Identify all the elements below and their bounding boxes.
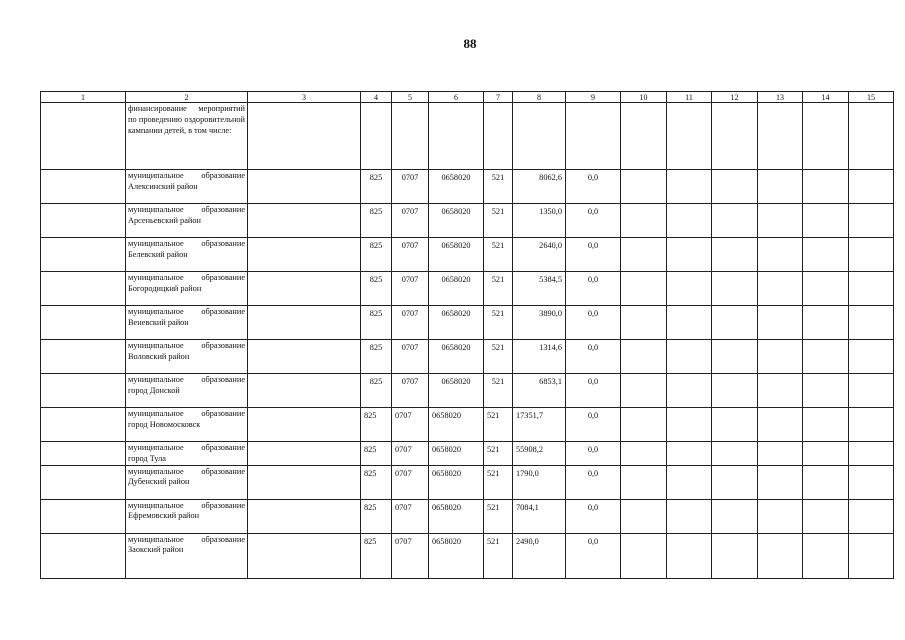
value-cell: 0,0	[566, 499, 621, 533]
code-cell: 825	[361, 272, 392, 306]
target-article-cell: 0658020	[429, 442, 484, 466]
section-cell: 0707	[392, 272, 429, 306]
row-label-cell	[41, 442, 126, 466]
empty-cell	[758, 238, 803, 272]
section-cell: 0707	[392, 306, 429, 340]
empty-cell	[667, 408, 712, 442]
empty-cell	[803, 408, 849, 442]
table-row	[41, 465, 894, 499]
empty-cell	[621, 238, 667, 272]
column-header: 9	[566, 92, 621, 103]
code-cell: 825	[361, 204, 392, 238]
note-cell	[248, 408, 361, 442]
empty-cell	[758, 374, 803, 408]
empty-cell	[667, 306, 712, 340]
column-header: 14	[803, 92, 849, 103]
amount-cell: 5384,5	[513, 272, 566, 306]
code-cell: 825	[361, 499, 392, 533]
target-article-cell: 0658020	[429, 533, 484, 578]
column-header: 4	[361, 92, 392, 103]
description-cell: муниципальное образование Заокский район	[126, 533, 248, 578]
empty-cell	[849, 533, 894, 578]
empty-cell	[712, 465, 758, 499]
amount-cell: 3890,0	[513, 306, 566, 340]
value-cell: 0,0	[566, 238, 621, 272]
description-cell: муниципальное образование Воловский район	[126, 340, 248, 374]
description-cell: муниципальное образование Ефремовский район	[126, 499, 248, 533]
column-header: 12	[712, 92, 758, 103]
row-label-cell	[41, 533, 126, 578]
empty-cell	[758, 103, 803, 170]
empty-cell	[849, 442, 894, 466]
row-label-cell	[41, 340, 126, 374]
empty-cell	[803, 170, 849, 204]
empty-cell	[803, 306, 849, 340]
empty-cell	[803, 533, 849, 578]
empty-cell	[758, 306, 803, 340]
empty-cell	[667, 204, 712, 238]
expense-type-cell: 521	[484, 499, 513, 533]
empty-cell	[621, 103, 667, 170]
value-cell: 0,0	[566, 340, 621, 374]
value-cell: 0,0	[566, 306, 621, 340]
empty-cell	[803, 374, 849, 408]
value-cell: 0,0	[566, 533, 621, 578]
amount-cell: 17351,7	[513, 408, 566, 442]
empty-cell	[803, 442, 849, 466]
section-cell: 0707	[392, 374, 429, 408]
empty-cell	[758, 204, 803, 238]
empty-cell	[758, 499, 803, 533]
expense-type-cell: 521	[484, 408, 513, 442]
section-cell: 0707	[392, 340, 429, 374]
empty-cell	[849, 374, 894, 408]
empty-cell	[712, 408, 758, 442]
empty-cell	[849, 272, 894, 306]
note-cell	[248, 103, 361, 170]
empty-cell	[667, 465, 712, 499]
empty-cell	[621, 272, 667, 306]
expense-type-cell: 521	[484, 204, 513, 238]
value-cell	[566, 103, 621, 170]
empty-cell	[712, 238, 758, 272]
empty-cell	[849, 238, 894, 272]
empty-cell	[849, 204, 894, 238]
empty-cell	[849, 340, 894, 374]
target-article-cell: 0658020	[429, 306, 484, 340]
amount-cell	[513, 103, 566, 170]
page-number: 88	[463, 36, 477, 51]
target-article-cell: 0658020	[429, 374, 484, 408]
column-header: 6	[429, 92, 484, 103]
empty-cell	[803, 204, 849, 238]
empty-cell	[849, 306, 894, 340]
code-cell: 825	[361, 340, 392, 374]
empty-cell	[803, 499, 849, 533]
table-row	[41, 238, 894, 272]
empty-cell	[712, 306, 758, 340]
amount-cell: 2490,0	[513, 533, 566, 578]
target-article-cell: 0658020	[429, 170, 484, 204]
table-row	[41, 374, 894, 408]
column-header: 2	[126, 92, 248, 103]
target-article-cell: 0658020	[429, 340, 484, 374]
code-cell: 825	[361, 442, 392, 466]
note-cell	[248, 170, 361, 204]
column-header: 11	[667, 92, 712, 103]
table-row	[41, 499, 894, 533]
code-cell: 825	[361, 238, 392, 272]
note-cell	[248, 442, 361, 466]
amount-cell: 1314,6	[513, 340, 566, 374]
note-cell	[248, 306, 361, 340]
value-cell: 0,0	[566, 465, 621, 499]
code-cell: 825	[361, 408, 392, 442]
empty-cell	[621, 465, 667, 499]
expense-type-cell: 521	[484, 442, 513, 466]
description-cell: муниципальное образование город Донской	[126, 374, 248, 408]
row-label-cell	[41, 238, 126, 272]
row-label-cell	[41, 103, 126, 170]
empty-cell	[667, 272, 712, 306]
row-label-cell	[41, 272, 126, 306]
section-cell: 0707	[392, 408, 429, 442]
empty-cell	[803, 272, 849, 306]
empty-cell	[621, 499, 667, 533]
empty-cell	[712, 170, 758, 204]
row-label-cell	[41, 465, 126, 499]
description-cell: муниципальное образование Алексинский район	[126, 170, 248, 204]
code-cell: 825	[361, 533, 392, 578]
empty-cell	[803, 340, 849, 374]
empty-cell	[667, 170, 712, 204]
target-article-cell: 0658020	[429, 465, 484, 499]
empty-cell	[667, 103, 712, 170]
expense-type-cell: 521	[484, 238, 513, 272]
empty-cell	[667, 374, 712, 408]
code-cell	[361, 103, 392, 170]
empty-cell	[758, 170, 803, 204]
code-cell: 825	[361, 465, 392, 499]
note-cell	[248, 238, 361, 272]
empty-cell	[621, 306, 667, 340]
empty-cell	[621, 170, 667, 204]
section-cell	[392, 103, 429, 170]
column-number-row	[41, 92, 894, 103]
empty-cell	[758, 272, 803, 306]
row-label-cell	[41, 499, 126, 533]
empty-cell	[712, 272, 758, 306]
expense-type-cell	[484, 103, 513, 170]
empty-cell	[849, 465, 894, 499]
expense-type-cell: 521	[484, 374, 513, 408]
column-header: 5	[392, 92, 429, 103]
empty-cell	[621, 374, 667, 408]
description-cell: муниципальное образование Веневский район	[126, 306, 248, 340]
section-cell: 0707	[392, 533, 429, 578]
target-article-cell	[429, 103, 484, 170]
empty-cell	[849, 103, 894, 170]
section-cell: 0707	[392, 465, 429, 499]
empty-cell	[849, 408, 894, 442]
empty-cell	[621, 204, 667, 238]
table-row	[41, 306, 894, 340]
empty-cell	[667, 238, 712, 272]
amount-cell: 7084,1	[513, 499, 566, 533]
amount-cell: 6853,1	[513, 374, 566, 408]
description-cell: финансирование мероприятий по проведению оздоровительной кампании детей, в том числе:	[126, 103, 248, 170]
note-cell	[248, 374, 361, 408]
row-label-cell	[41, 204, 126, 238]
amount-cell: 55908,2	[513, 442, 566, 466]
note-cell	[248, 340, 361, 374]
column-header: 8	[513, 92, 566, 103]
empty-cell	[849, 170, 894, 204]
empty-cell	[758, 465, 803, 499]
empty-cell	[667, 533, 712, 578]
value-cell: 0,0	[566, 272, 621, 306]
table-row	[41, 408, 894, 442]
empty-cell	[758, 408, 803, 442]
table-row	[41, 204, 894, 238]
row-label-cell	[41, 170, 126, 204]
section-cell: 0707	[392, 238, 429, 272]
expense-type-cell: 521	[484, 465, 513, 499]
empty-cell	[667, 340, 712, 374]
note-cell	[248, 533, 361, 578]
row-label-cell	[41, 408, 126, 442]
expense-type-cell: 521	[484, 272, 513, 306]
table-row	[41, 442, 894, 466]
empty-cell	[803, 103, 849, 170]
empty-cell	[803, 238, 849, 272]
table-row	[41, 170, 894, 204]
empty-cell	[758, 533, 803, 578]
empty-cell	[621, 442, 667, 466]
description-cell: муниципальное образование Белевский район	[126, 238, 248, 272]
section-cell: 0707	[392, 442, 429, 466]
section-cell: 0707	[392, 170, 429, 204]
value-cell: 0,0	[566, 170, 621, 204]
row-label-cell	[41, 306, 126, 340]
note-cell	[248, 204, 361, 238]
empty-cell	[712, 499, 758, 533]
column-header: 13	[758, 92, 803, 103]
expense-type-cell: 521	[484, 533, 513, 578]
code-cell: 825	[361, 306, 392, 340]
target-article-cell: 0658020	[429, 408, 484, 442]
value-cell: 0,0	[566, 204, 621, 238]
empty-cell	[667, 499, 712, 533]
table-row	[41, 340, 894, 374]
description-cell: муниципальное образование Богородицкий район	[126, 272, 248, 306]
column-header: 3	[248, 92, 361, 103]
target-article-cell: 0658020	[429, 499, 484, 533]
column-header: 7	[484, 92, 513, 103]
description-cell: муниципальное образование Арсеньевский район	[126, 204, 248, 238]
empty-cell	[621, 408, 667, 442]
expense-type-cell: 521	[484, 170, 513, 204]
section-cell: 0707	[392, 499, 429, 533]
description-cell: муниципальное образование Дубенский район	[126, 465, 248, 499]
amount-cell: 2640,0	[513, 238, 566, 272]
empty-cell	[621, 340, 667, 374]
table-row	[41, 533, 894, 578]
table-row	[41, 272, 894, 306]
amount-cell: 1350,0	[513, 204, 566, 238]
empty-cell	[712, 374, 758, 408]
note-cell	[248, 465, 361, 499]
amount-cell: 8062,6	[513, 170, 566, 204]
budget-table-container	[40, 91, 893, 579]
code-cell: 825	[361, 170, 392, 204]
row-label-cell	[41, 374, 126, 408]
value-cell: 0,0	[566, 374, 621, 408]
empty-cell	[712, 103, 758, 170]
budget-table	[40, 91, 894, 579]
expense-type-cell: 521	[484, 306, 513, 340]
note-cell	[248, 272, 361, 306]
target-article-cell: 0658020	[429, 238, 484, 272]
empty-cell	[758, 442, 803, 466]
target-article-cell: 0658020	[429, 272, 484, 306]
table-row	[41, 103, 894, 170]
empty-cell	[803, 465, 849, 499]
value-cell: 0,0	[566, 408, 621, 442]
empty-cell	[849, 499, 894, 533]
empty-cell	[712, 204, 758, 238]
table-body	[41, 103, 894, 579]
column-header: 15	[849, 92, 894, 103]
empty-cell	[758, 340, 803, 374]
amount-cell: 1790,0	[513, 465, 566, 499]
description-cell: муниципальное образование город Новомосковск	[126, 408, 248, 442]
empty-cell	[667, 442, 712, 466]
empty-cell	[712, 340, 758, 374]
code-cell: 825	[361, 374, 392, 408]
target-article-cell: 0658020	[429, 204, 484, 238]
value-cell: 0,0	[566, 442, 621, 466]
column-header: 10	[621, 92, 667, 103]
empty-cell	[712, 533, 758, 578]
section-cell: 0707	[392, 204, 429, 238]
note-cell	[248, 499, 361, 533]
empty-cell	[712, 442, 758, 466]
empty-cell	[621, 533, 667, 578]
expense-type-cell: 521	[484, 340, 513, 374]
column-header: 1	[41, 92, 126, 103]
description-cell: муниципальное образование город Тула	[126, 442, 248, 466]
